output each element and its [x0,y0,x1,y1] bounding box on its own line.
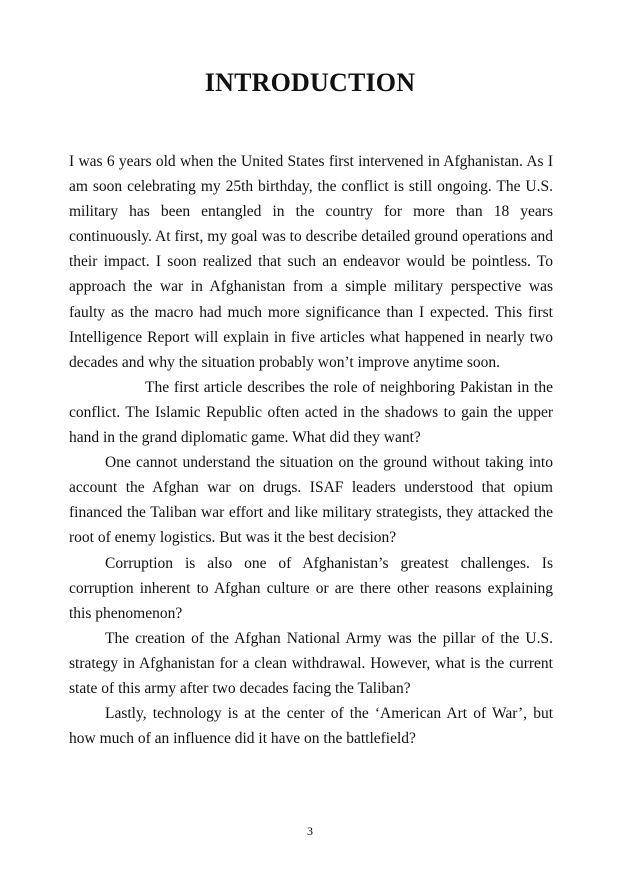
paragraph-pakistan: The first article describes the role of neighboring Pakistan in the conflict. The Islamic Republic often acted in the shadows to gain the upper hand in the grand diplomatic game. What did they want? [69,378,553,447]
page-number: 3 [307,824,313,838]
paragraph-corruption: Corruption is also one of Afghanistan’s greatest challenges. Is corruption inherent to Afghan culture or are there other reasons explaining this phenomenon? [69,554,553,622]
paragraph-army: The creation of the Afghan National Army was the pillar of the U.S. strategy in Afghanistan for a clean withdrawal. However, what is the current state of this army after two decades facing the Taliban? [69,629,553,697]
paragraph-technology: Lastly, technology is at the center of the ‘American Art of War’, but how much of an influence did it have on the battlefield? [69,705,553,748]
body-text [69,149,553,751]
paragraph-drugs: One cannot understand the situation on the ground without taking into account the Afghan war on drugs. ISAF leaders understood that opium financed the Taliban war effort and like military strategists, they attacked the root of enemy logistics. But was it the best decision? [69,454,553,547]
paragraph-intro: I was 6 years old when the United States first intervened in Afghanistan. As I am soon celebrating my 25th birthday, the conflict is still ongoing. The U.S. military has been entangled in the country for more than 18 years continuously. At first, my goal was to describe detailed ground operations and their impact. I soon realized that such an endeavor would be pointless. To approach the war in Afghanistan from a simple military perspective was faulty as the macro had much more significance than I expected. This first Intelligence Report will explain in five articles what happened in nearly two decades and why the situation probably won’t improve anytime soon. [69,153,553,371]
page-title: INTRODUCTION [204,68,416,97]
